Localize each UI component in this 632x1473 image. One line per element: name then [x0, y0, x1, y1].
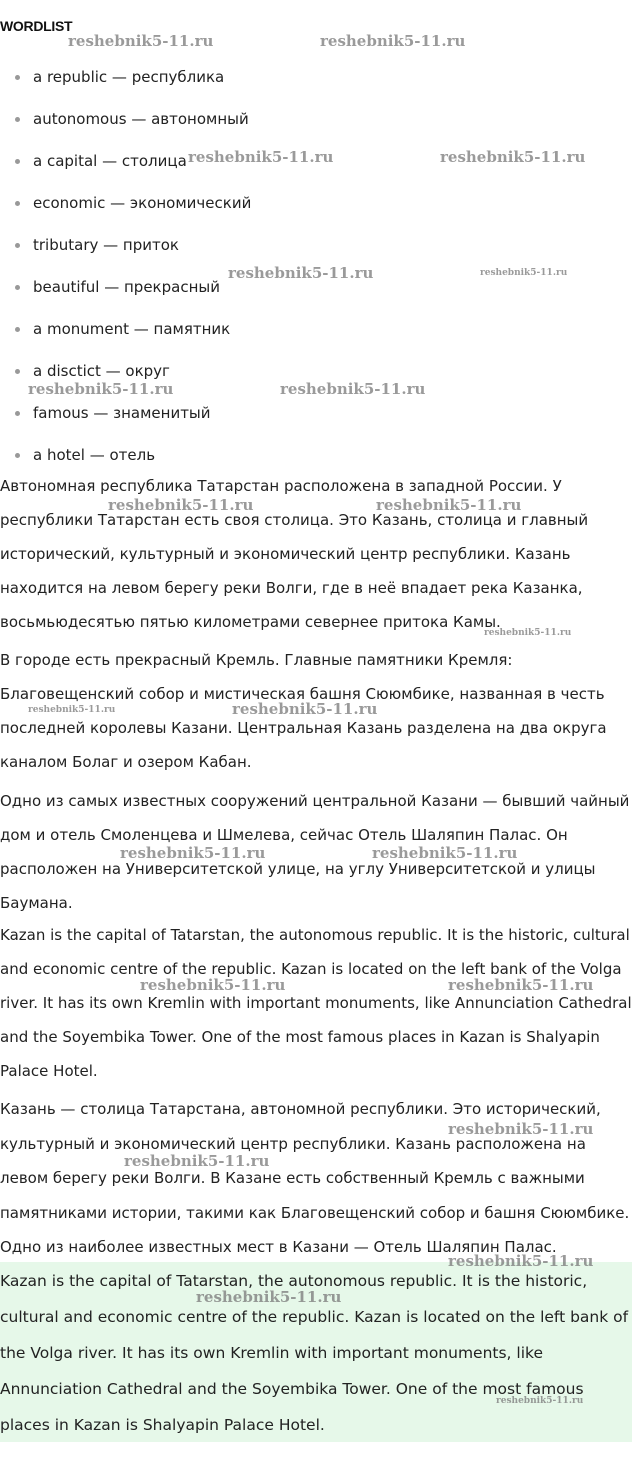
watermark: reshebnik5-11.ru	[108, 496, 254, 514]
bullet-icon	[15, 159, 20, 164]
wordlist-title: WORDLIST	[0, 18, 73, 34]
wordlist-item-text: a republic — республика	[33, 68, 225, 86]
watermark: reshebnik5-11.ru	[28, 705, 116, 715]
wordlist	[0, 56, 251, 476]
watermark: reshebnik5-11.ru	[68, 32, 214, 50]
russian-paragraph-1: Автономная республика Татарстан расположена в западной России. У республики Татарстан есть своя столица. Это Казань, столица и главный исторический, культурный и экономический центр республики. Казань находится на левом берегу реки Волги, где в неё впадает река Казанка, восьмьюдесятью пятью километрами севернее притока Камы.	[0, 477, 589, 631]
wordlist-item	[0, 266, 251, 308]
wordlist-item	[0, 98, 251, 140]
bullet-icon	[15, 411, 20, 416]
wordlist-item	[0, 140, 251, 182]
wordlist-item	[0, 224, 251, 266]
bullet-icon	[15, 243, 20, 248]
wordlist-item-text: autonomous — автономный	[33, 110, 249, 128]
watermark: reshebnik5-11.ru	[448, 1120, 594, 1138]
watermark: reshebnik5-11.ru	[120, 844, 266, 862]
watermark: reshebnik5-11.ru	[440, 148, 586, 166]
wordlist-item	[0, 392, 251, 434]
wordlist-item	[0, 308, 251, 350]
wordlist-item-text: a hotel — отель	[33, 446, 156, 464]
watermark: reshebnik5-11.ru	[196, 1288, 342, 1306]
wordlist-item-text: a disctict — округ	[33, 362, 170, 380]
russian-paragraph-3: Одно из самых известных сооружений центральной Казани — бывший чайный дом и отель Смоленцева и Шмелева, сейчас Отель Шаляпин Палас. Он расположен на Университетской улице, на углу Университетской и улицы Баумана.	[0, 792, 630, 912]
watermark: reshebnik5-11.ru	[280, 380, 426, 398]
watermark: reshebnik5-11.ru	[372, 844, 518, 862]
watermark: reshebnik5-11.ru	[140, 976, 286, 994]
russian-summary-paragraph: Казань — столица Татарстана, автономной республики. Это исторический, культурный и экономический центр республики. Казань расположена на левом берегу реки Волги. В Казане есть собственный Кремль с важными памятниками истории, такими как Благовещенский собор и башня Сююмбике. Одно из наиболее известных мест в Казани — Отель Шаляпин Палас.	[0, 1100, 630, 1256]
bullet-icon	[15, 369, 20, 374]
wordlist-item-text: a capital — столица	[33, 152, 187, 170]
answer-text: Kazan is the capital of Tatarstan, the autonomous republic. It is the historic, cultural and economic centre of the republic. Kazan is located on the left bank of the Volga river. It has its own Kremlin with important monuments, like Annunciation Cathedral and the Soyembika Tower. One of the most famous places in Kazan is Shalyapin Palace Hotel.	[0, 1272, 629, 1434]
watermark: reshebnik5-11.ru	[448, 1252, 594, 1270]
wordlist-item-text: tributary — приток	[33, 236, 179, 254]
wordlist-item-text: beautiful — прекрасный	[33, 278, 220, 296]
russian-paragraph-2: В городе есть прекрасный Кремль. Главные памятники Кремля: Благовещенский собор и мистическая башня Сююмбике, названная в честь последней королевы Казани. Центральная Казань разделена на два округа каналом Болаг и озером Кабан.	[0, 651, 607, 771]
watermark: reshebnik5-11.ru	[480, 268, 568, 278]
watermark: reshebnik5-11.ru	[484, 628, 572, 638]
watermark: reshebnik5-11.ru	[320, 32, 466, 50]
watermark: reshebnik5-11.ru	[28, 380, 174, 398]
answer-box	[0, 1262, 632, 1442]
wordlist-item	[0, 350, 251, 392]
wordlist-item-text: famous — знаменитый	[33, 404, 211, 422]
bullet-icon	[15, 453, 20, 458]
bullet-icon	[15, 117, 20, 122]
wordlist-item-text: a monument — памятник	[33, 320, 231, 338]
english-summary-paragraph: Kazan is the capital of Tatarstan, the autonomous republic. It is the historic, cultural and economic centre of the republic. Kazan is located on the left bank of the Volga river. It has its own Kremlin with important monuments, like Annunciation Cathedral and the Soyembika Tower. One of the most famous places in Kazan is Shalyapin Palace Hotel.	[0, 926, 632, 1080]
bullet-icon	[15, 285, 20, 290]
wordlist-item	[0, 56, 251, 98]
bullet-icon	[15, 201, 20, 206]
watermark: reshebnik5-11.ru	[188, 148, 334, 166]
watermark: reshebnik5-11.ru	[124, 1152, 270, 1170]
watermark: reshebnik5-11.ru	[232, 700, 378, 718]
watermark: reshebnik5-11.ru	[376, 496, 522, 514]
wordlist-item	[0, 182, 251, 224]
bullet-icon	[15, 75, 20, 80]
wordlist-item-text: economic — экономический	[33, 194, 252, 212]
watermark: reshebnik5-11.ru	[496, 1396, 584, 1406]
watermark: reshebnik5-11.ru	[448, 976, 594, 994]
bullet-icon	[15, 327, 20, 332]
watermark: reshebnik5-11.ru	[228, 264, 374, 282]
